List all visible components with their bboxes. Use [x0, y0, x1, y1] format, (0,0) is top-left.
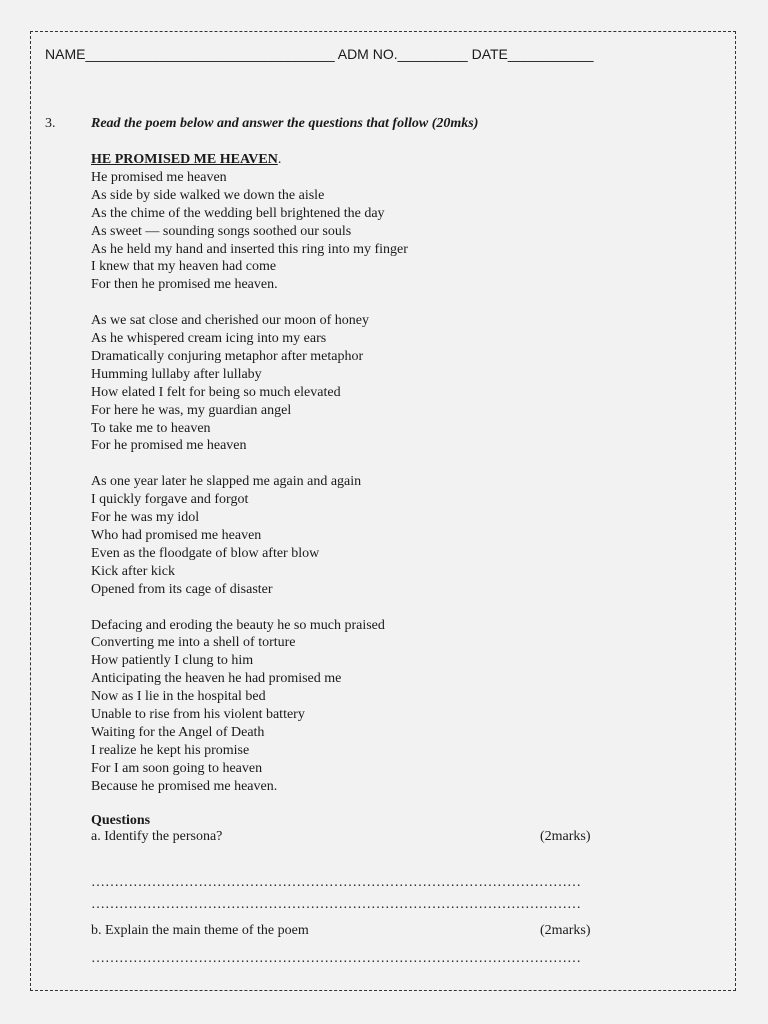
poem-line: As he held my hand and inserted this ring into my finger: [91, 241, 408, 257]
poem-line: Converting me into a shell of torture: [91, 635, 296, 651]
poem-line: To take me to heaven: [91, 420, 211, 436]
student-details-header: [45, 46, 594, 62]
poem-line: I knew that my heaven had come: [91, 259, 277, 275]
poem-line: I quickly forgave and forgot: [91, 492, 249, 508]
stanza-2: [91, 312, 711, 455]
poem-line: Waiting for the Angel of Death: [91, 724, 265, 740]
poem-line: Anticipating the heaven he had promised me: [91, 671, 342, 687]
poem-title-line: [91, 151, 711, 169]
name-label: NAME: [45, 46, 86, 62]
poem-line: For he was my idol: [91, 510, 200, 526]
stanza-3: [91, 473, 711, 598]
answer-line: ……………………………………………………………………………………………: [91, 875, 581, 890]
question-b: [91, 923, 651, 941]
question-number: 3.: [45, 116, 56, 131]
question-instruction: Read the poem below and answer the questions that follow (20mks): [91, 116, 479, 131]
poem-line: As sweet — sounding songs soothed our souls: [91, 223, 352, 239]
poem-line: Because he promised me heaven.: [91, 778, 278, 794]
poem-line: Defacing and eroding the beauty he so much praised: [91, 617, 385, 633]
date-blank: ___________: [507, 46, 594, 62]
adm-blank: _________: [397, 46, 468, 62]
poem-line: As side by side walked we down the aisle: [91, 187, 325, 203]
poem-line: As one year later he slapped me again and again: [91, 474, 362, 490]
poem-line: Now as I lie in the hospital bed: [91, 689, 266, 705]
poem-line: For then he promised me heaven.: [91, 277, 278, 293]
poem-line: He promised me heaven: [91, 169, 227, 185]
question-a-marks: (2marks): [540, 829, 591, 844]
poem-line: Dramatically conjuring metaphor after metaphor: [91, 348, 364, 364]
question-a: [91, 829, 651, 847]
poem-line: For he promised me heaven: [91, 438, 247, 454]
name-blank: ________________________________: [85, 46, 335, 62]
poem-line: Unable to rise from his violent battery: [91, 707, 305, 723]
answer-line: ……………………………………………………………………………………………: [91, 951, 581, 966]
stanza-4: [91, 617, 711, 796]
poem: [91, 151, 711, 813]
answer-line: ……………………………………………………………………………………………: [91, 897, 581, 912]
poem-line: Even as the floodgate of blow after blow: [91, 545, 320, 561]
poem-line: Opened from its cage of disaster: [91, 581, 273, 597]
poem-line: For here he was, my guardian angel: [91, 402, 292, 418]
poem-title-suffix: .: [277, 152, 282, 167]
poem-line: Who had promised me heaven: [91, 528, 262, 543]
poem-line: I realize he kept his promise: [91, 742, 250, 758]
questions-heading: Questions: [91, 813, 151, 828]
question-b-text: b. Explain the main theme of the poem: [91, 923, 309, 938]
questions-section: [91, 813, 651, 967]
stanza-1: [91, 169, 711, 294]
poem-line: Humming lullaby after lullaby: [91, 366, 262, 382]
poem-line: Kick after kick: [91, 563, 175, 579]
poem-line: As the chime of the wedding bell brightened the day: [91, 205, 385, 221]
question-b-marks: (2marks): [540, 923, 591, 938]
poem-line: How patiently I clung to him: [91, 653, 254, 669]
date-label: DATE: [471, 46, 508, 62]
question-a-text: a. Identify the persona?: [91, 829, 223, 844]
poem-line: How elated I felt for being so much elevated: [91, 384, 341, 400]
poem-line: As we sat close and cherished our moon of honey: [91, 313, 369, 329]
poem-line: As he whispered cream icing into my ears: [91, 331, 327, 347]
adm-label: ADM NO.: [337, 46, 398, 62]
poem-line: For I am soon going to heaven: [91, 760, 263, 776]
poem-title: HE PROMISED ME HEAVEN: [91, 152, 278, 167]
